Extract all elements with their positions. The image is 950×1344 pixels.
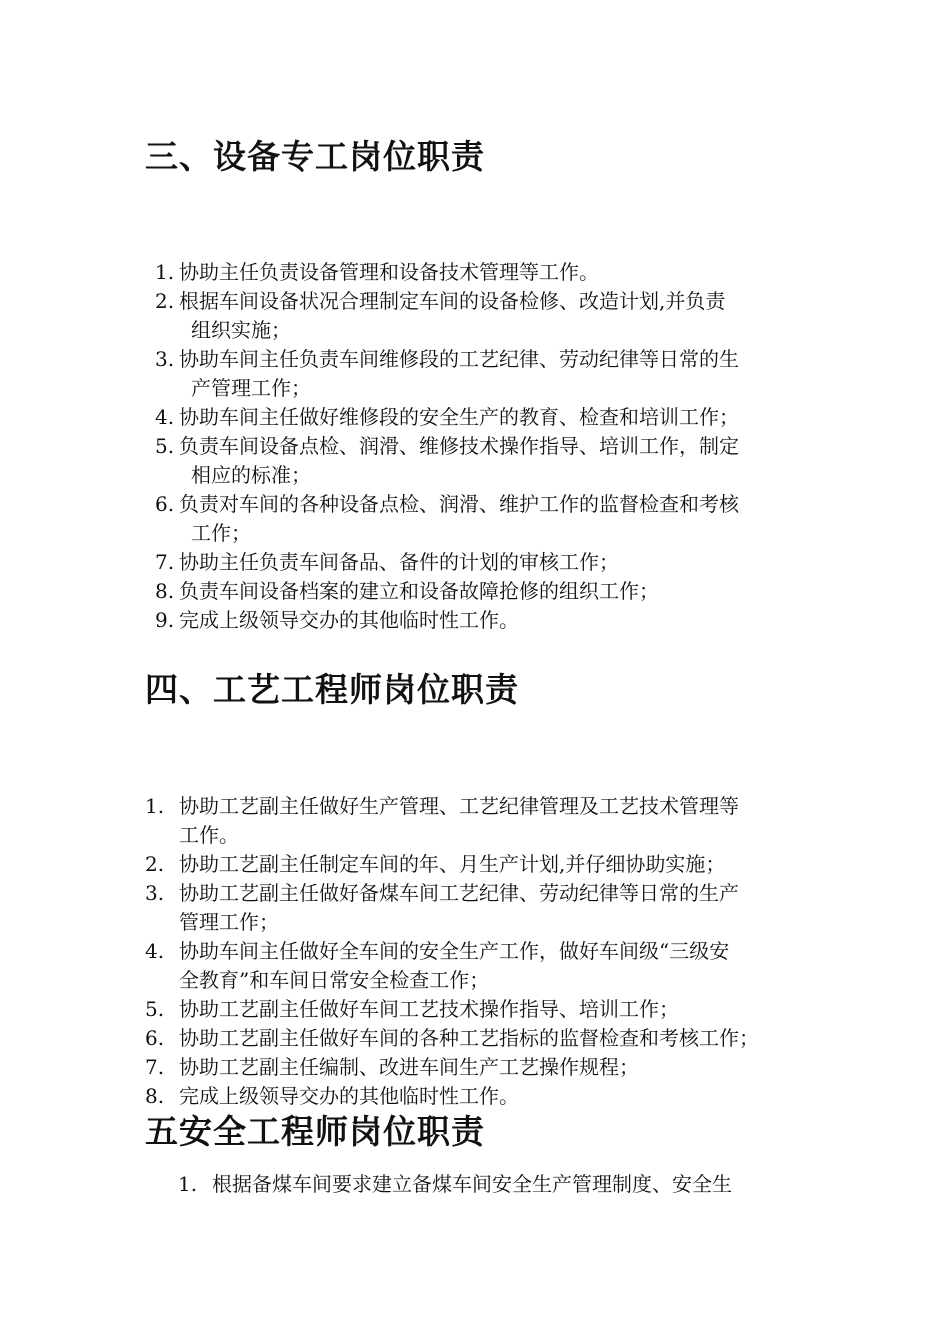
item-text: 根据车间设备状况合理制定车间的设备检修、改造计划,并负责 [179,289,726,313]
item-text: 根据备煤车间要求建立备煤车间安全生产管理制度、安全生 [212,1172,732,1196]
list-item [145,937,815,995]
item-number: 2. [155,289,175,313]
item-text-continued: 产管理工作； [191,376,311,400]
item-text-continued: 全教育”和车间日常安全检查工作； [179,968,490,992]
list-item [178,1170,818,1199]
item-text: 协助主任负责车间备品、备件的计划的审核工作； [179,550,619,574]
item-text: 协助工艺副主任编制、改进车间生产工艺操作规程； [179,1055,639,1079]
list-item [145,792,815,850]
list-item [155,577,815,606]
item-number: 5. [145,997,165,1021]
item-number: 1. [155,260,175,284]
list-item [155,548,815,577]
item-number: 5. [155,434,175,458]
item-text: 负责车间设备点检、润滑、维修技术操作指导、培训工作，制定 [179,434,739,458]
list-item [145,1053,815,1082]
list-item [155,432,815,490]
item-text: 协助车间主任负责车间维修段的工艺纪律、劳动纪律等日常的生 [179,347,739,371]
section-5-duty-list [178,1170,818,1199]
list-item [145,995,815,1024]
item-text-continued: 工作。 [179,823,239,847]
item-number: 1. [145,794,165,818]
item-text-continued: 相应的标准； [191,463,311,487]
item-number: 7. [155,550,175,574]
item-number: 4. [155,405,175,429]
item-text: 协助工艺副主任做好车间的各种工艺指标的监督检查和考核工作； [179,1026,759,1050]
list-item [155,258,815,287]
item-text: 协助车间主任做好维修段的安全生产的教育、检查和培训工作； [179,405,739,429]
item-number: 4. [145,939,165,963]
item-number: 7. [145,1055,165,1079]
item-text: 协助工艺副主任做好车间工艺技术操作指导、培训工作； [179,997,679,1021]
section-4-heading: 四、工艺工程师岗位职责 [145,670,519,709]
item-text: 负责车间设备档案的建立和设备故障抢修的组织工作； [179,579,659,603]
item-text: 协助工艺副主任做好备煤车间工艺纪律、劳动纪律等日常的生产 [179,881,739,905]
list-item [155,606,815,635]
item-text-continued: 工作； [191,521,251,545]
item-number: 8. [155,579,175,603]
list-item [155,490,815,548]
item-number: 6. [155,492,175,516]
list-item [145,1024,815,1053]
item-text: 协助工艺副主任制定车间的年、月生产计划,并仔细协助实施； [179,852,726,876]
list-item [155,345,815,403]
item-text: 完成上级领导交办的其他临时性工作。 [179,608,519,632]
list-item [145,850,815,879]
section-5-heading: 五安全工程师岗位职责 [145,1112,485,1151]
section-4-duty-list [145,792,815,1111]
item-number: 1. [178,1172,198,1196]
list-item [155,403,815,432]
item-text: 完成上级领导交办的其他临时性工作。 [179,1084,519,1108]
item-text-continued: 组织实施； [191,318,291,342]
item-text: 协助工艺副主任做好生产管理、工艺纪律管理及工艺技术管理等 [179,794,739,818]
section-3-duty-list [155,258,815,635]
item-number: 2. [145,852,165,876]
list-item [155,287,815,345]
item-text: 协助车间主任做好全车间的安全生产工作，做好车间级“三级安 [179,939,730,963]
item-text-continued: 管理工作； [179,910,279,934]
list-item [145,879,815,937]
item-text: 协助主任负责设备管理和设备技术管理等工作。 [179,260,599,284]
item-number: 6. [145,1026,165,1050]
item-number: 8. [145,1084,165,1108]
item-number: 9. [155,608,175,632]
list-item [145,1082,815,1111]
item-text: 负责对车间的各种设备点检、润滑、维护工作的监督检查和考核 [179,492,739,516]
item-number: 3. [155,347,175,371]
item-number: 3. [145,881,165,905]
section-3-heading: 三、设备专工岗位职责 [145,137,485,176]
